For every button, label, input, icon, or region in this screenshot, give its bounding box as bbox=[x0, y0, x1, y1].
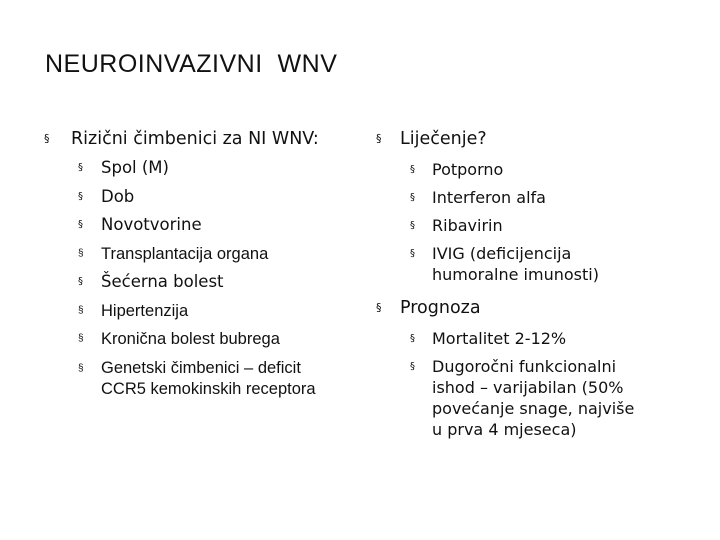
bullet-icon: § bbox=[78, 247, 84, 259]
risk-factors-heading-text: Rizični čimbenici za NI WNV: bbox=[71, 129, 319, 149]
treatment-heading bbox=[376, 126, 686, 152]
slide-title: NEUROINVAZIVNI WNV bbox=[45, 50, 338, 78]
bullet-icon: § bbox=[78, 219, 83, 230]
list-item: § Dugoročni funkcionalni ishod – varijabilan (50% povećanje snage, najviše u prva 4 mjeseca) bbox=[410, 357, 635, 439]
list-item: § Transplantacija organa bbox=[44, 240, 344, 269]
prognosis-heading bbox=[376, 295, 686, 321]
list-item: § Spol (M) bbox=[44, 154, 344, 183]
list-item: § Hipertenzija bbox=[44, 297, 344, 326]
treatment-heading-text: Liječenje? bbox=[400, 129, 487, 149]
prognosis-list bbox=[376, 328, 686, 440]
bullet-icon: § bbox=[78, 162, 83, 173]
list-item: § Novotvorine bbox=[44, 211, 344, 240]
left-column bbox=[44, 126, 344, 400]
bullet-icon: § bbox=[78, 304, 84, 316]
list-item: § Genetski čimbenici – deficit CCR5 kemokinskih receptora bbox=[78, 358, 316, 398]
list-item: § Potporno bbox=[410, 160, 504, 179]
bullet-icon: § bbox=[376, 301, 382, 314]
treatment-list bbox=[376, 159, 686, 285]
bullet-icon: § bbox=[410, 192, 415, 203]
bullet-icon: § bbox=[410, 164, 415, 175]
prognosis-heading-text: Prognoza bbox=[400, 298, 481, 318]
bullet-icon: § bbox=[410, 333, 415, 344]
risk-factors-list bbox=[44, 154, 344, 400]
right-column bbox=[376, 126, 686, 440]
bullet-icon: § bbox=[410, 220, 415, 231]
bullet-icon: § bbox=[410, 361, 415, 372]
bullet-icon: § bbox=[44, 132, 50, 145]
list-item: § Šećerna bolest bbox=[44, 268, 344, 297]
bullet-icon: § bbox=[78, 333, 84, 344]
list-item: § Ribavirin bbox=[410, 216, 503, 235]
bullet-icon: § bbox=[78, 276, 83, 287]
bullet-icon: § bbox=[410, 248, 415, 259]
list-item: § Dob bbox=[44, 183, 344, 212]
bullet-icon: § bbox=[78, 190, 83, 202]
risk-factors-heading bbox=[44, 126, 344, 152]
bullet-icon: § bbox=[376, 132, 382, 145]
bullet-icon: § bbox=[78, 362, 84, 374]
list-item: § Mortalitet 2-12% bbox=[410, 329, 567, 348]
list-item: § Kronična bolest bubrega bbox=[44, 325, 344, 354]
list-item: § IVIG (deficijencija humoralne imunosti) bbox=[410, 244, 599, 284]
list-item: § Interferon alfa bbox=[410, 188, 546, 207]
